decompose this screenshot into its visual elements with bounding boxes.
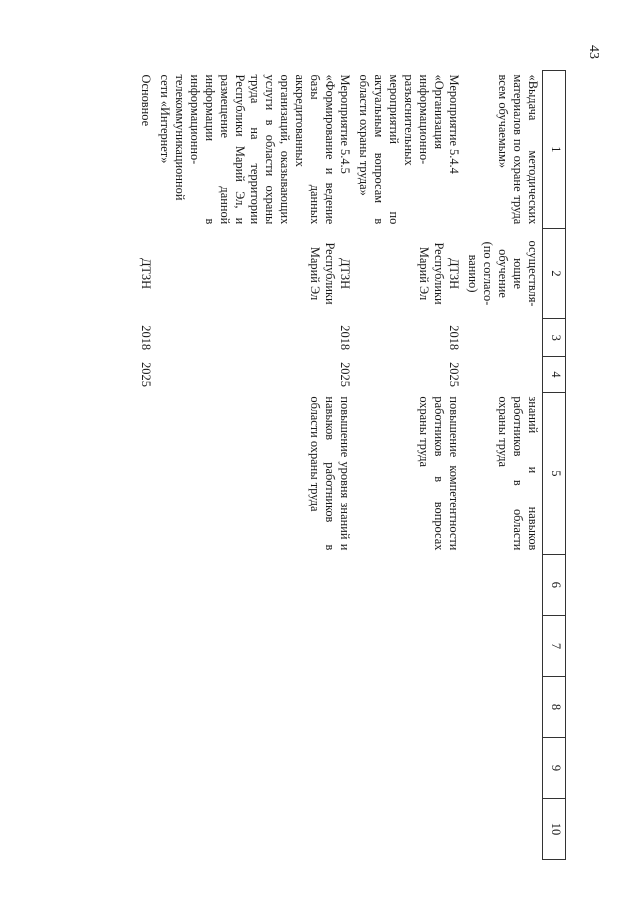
column-header-2: 2 <box>543 228 566 318</box>
start-year-cell: 2018 <box>447 325 461 351</box>
start-year-cell: 2018 <box>139 325 153 351</box>
expected-result-cell: повышение уровня знаний и навыков работников в области охраны труда <box>308 396 352 551</box>
executor-cell: ДТЗН <box>139 257 153 290</box>
column-header-6: 6 <box>543 554 566 615</box>
column-header-5: 5 <box>543 392 566 554</box>
column-header-4: 4 <box>543 357 566 393</box>
expected-result-cell: повышение компетентности работников в вопросах охраны труда <box>417 396 461 551</box>
column-header-3: 3 <box>543 319 566 357</box>
executor-cell: осуществля- ющие обучение (по согласо- ванию) <box>466 240 540 307</box>
end-year-cell <box>463 357 543 393</box>
measure-name-cell: Мероприятие 5.4.4 «Организация информационно-разъяснительных мероприятий по актуальным вопросам в области охраны труда» <box>357 74 461 225</box>
measure-name-cell: «Выдача методических материалов по охране труда всем обучаемым» <box>496 74 540 225</box>
end-year-cell: 2025 <box>447 362 461 387</box>
table-row <box>463 71 543 860</box>
page-number: 43 <box>586 45 601 59</box>
column-header-9: 9 <box>543 737 566 798</box>
measure-name-cell: Основное <box>139 74 153 127</box>
column-header-10: 10 <box>543 798 566 859</box>
expected-result-cell: знаний и навыков работников в области охраны труда <box>496 396 540 551</box>
table-row <box>155 71 354 860</box>
column-header-7: 7 <box>543 615 566 676</box>
table-header-row <box>543 71 566 860</box>
expected-result-cell <box>136 392 155 554</box>
executor-cell: ДТЗН Республики Марий Эл <box>417 242 461 305</box>
start-year-cell: 2018 <box>338 325 352 351</box>
end-year-cell: 2025 <box>139 362 153 387</box>
table-row <box>136 71 155 860</box>
column-header-1: 1 <box>543 71 566 229</box>
document-table-sheet <box>101 70 566 860</box>
measure-name-cell: Мероприятие 5.4.5 «Формирование и ведение базы данных аккредитованных организаций, оказывающих услуги в области охраны труда на территории Республики Марий Эл, и размещение данной информации в информационно-телекоммуникационной сети «Интернет» <box>158 74 352 225</box>
executor-cell: ДТЗН Республики Марий Эл <box>308 242 352 305</box>
start-year-cell <box>463 319 543 357</box>
column-header-8: 8 <box>543 676 566 737</box>
end-year-cell: 2025 <box>338 362 352 387</box>
table-row <box>354 71 463 860</box>
program-measures-table <box>136 70 566 860</box>
